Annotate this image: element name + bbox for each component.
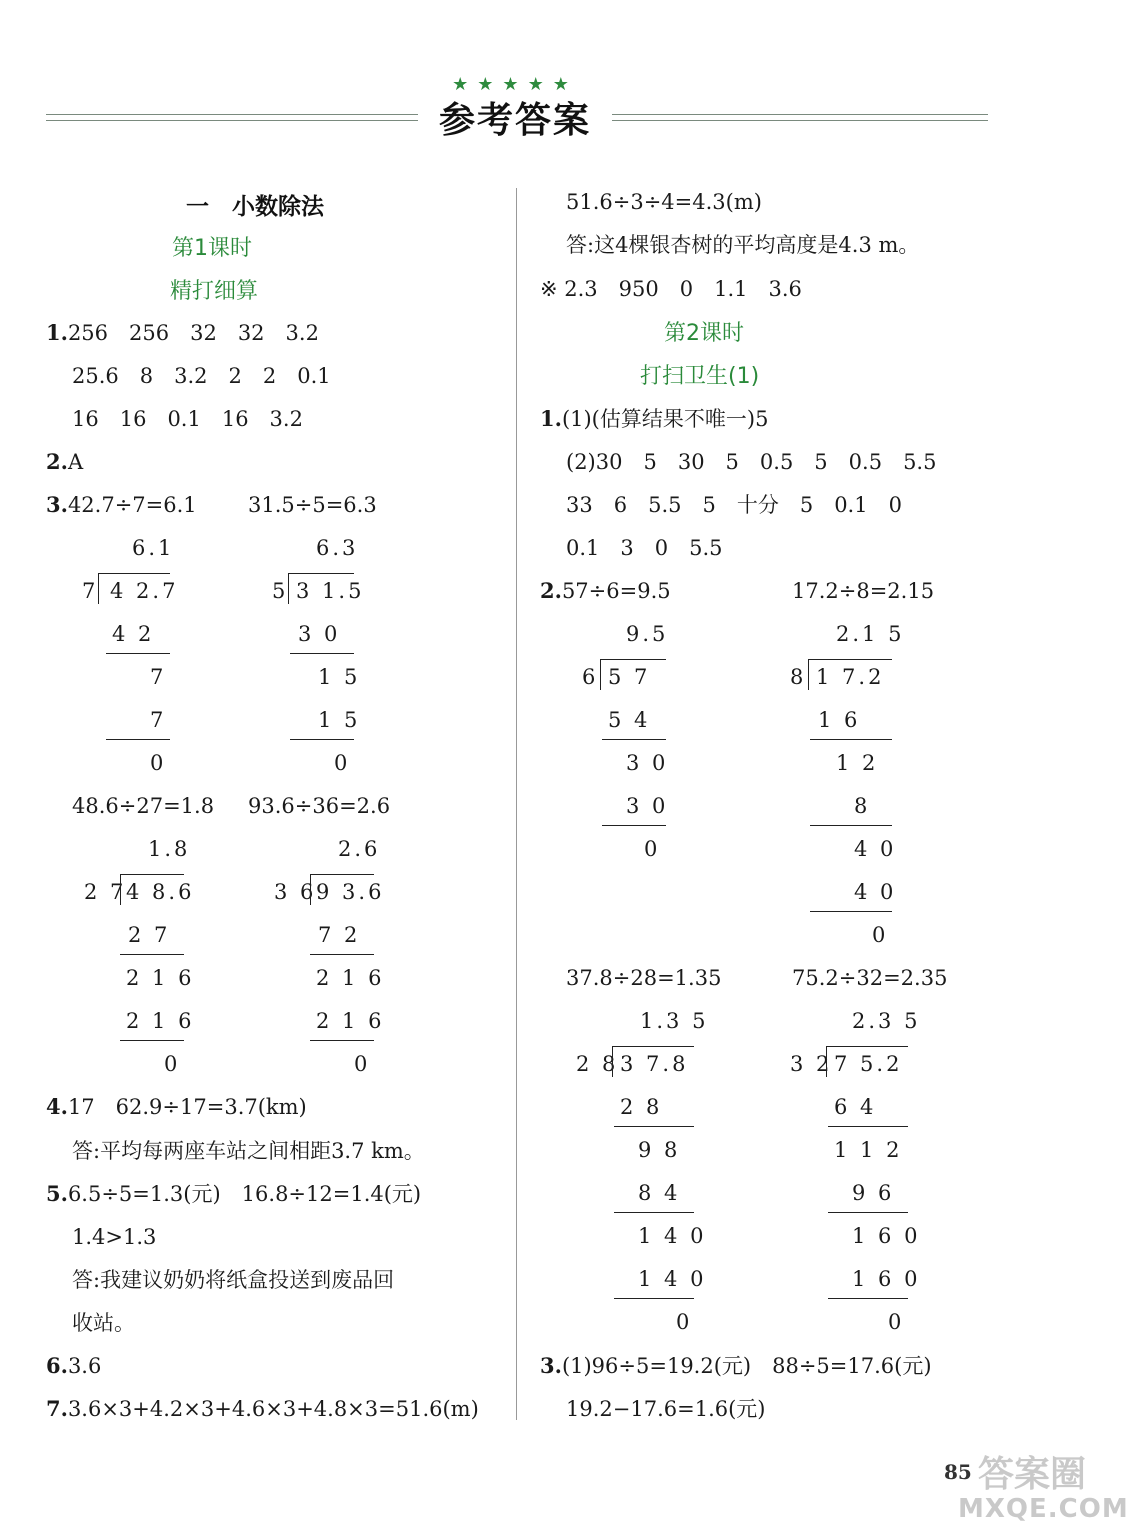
- equation: 17.2÷8=2.15: [792, 579, 935, 603]
- step-rule: [828, 1298, 908, 1299]
- division-bracket: [600, 660, 601, 690]
- answer-line: 33 6 5.5 5 十分 5 0.1 0: [566, 493, 902, 517]
- step: 2 1 6: [316, 1009, 385, 1033]
- division-bar: [826, 1046, 908, 1047]
- quotient: 9.5: [626, 622, 669, 646]
- division-bar: [288, 573, 354, 574]
- watermark-url: MXQE.COM: [958, 1494, 1129, 1524]
- division-bracket: [808, 660, 809, 690]
- section-title-2: 打扫卫生(1): [640, 364, 760, 389]
- equation: 37.8÷28=1.35: [566, 966, 722, 990]
- answer-line: (1)96÷5=19.2(元) 88÷5=17.6(元): [561, 1354, 932, 1378]
- dividend: 7 5.2: [834, 1052, 903, 1076]
- answer-line: A: [67, 450, 84, 474]
- division-bracket: [288, 574, 289, 604]
- step: 8 4: [638, 1181, 681, 1205]
- answer-sentence: 答:我建议奶奶将纸盒投送到废品回: [72, 1268, 395, 1292]
- equation: 48.6÷27=1.8: [72, 794, 215, 818]
- quotient: 6.1: [132, 536, 175, 560]
- header-stars: ★★★★★: [452, 74, 578, 95]
- question-3: [46, 492, 197, 518]
- step-rule: [810, 911, 892, 912]
- question-4: [46, 1094, 307, 1120]
- equation: 93.6÷36=2.6: [248, 794, 391, 818]
- question-3: [540, 1353, 932, 1379]
- quotient: 1.8: [148, 837, 191, 861]
- answer-sentence: 答:这4棵银杏树的平均高度是4.3 m。: [566, 233, 920, 257]
- divisor: 3 6: [274, 880, 317, 904]
- question-7: [46, 1396, 479, 1422]
- answer-line: 256 256 32 32 3.2: [67, 321, 319, 345]
- step: 1 6 0: [852, 1267, 921, 1291]
- question-number: 2.: [540, 578, 562, 603]
- step: 2 1 6: [126, 1009, 195, 1033]
- watermark-logo: 答案圈: [978, 1454, 1087, 1495]
- quotient: 2.6: [338, 837, 381, 861]
- division-bar: [808, 659, 892, 660]
- equation: 42.7÷7=6.1: [67, 493, 197, 517]
- answer-sentence: 收站。: [72, 1311, 135, 1335]
- answer-line: (2)30 5 30 5 0.5 5 0.5 5.5: [566, 450, 937, 474]
- step-rule: [828, 1126, 908, 1127]
- step-rule: [310, 954, 374, 955]
- step: 4 2: [112, 622, 155, 646]
- equation: 75.2÷32=2.35: [792, 966, 948, 990]
- division-bracket: [310, 875, 311, 905]
- dividend: 3 1.5: [296, 579, 365, 603]
- step: 4 0: [854, 837, 897, 861]
- step-rule: [120, 1040, 184, 1041]
- dividend: 5 7: [608, 665, 651, 689]
- question-number: 4.: [46, 1094, 68, 1119]
- answer-sentence: 答:平均每两座车站之间相距3.7 km。: [72, 1139, 425, 1163]
- answer-line: 6.5÷5=1.3(元) 16.8÷12=1.4(元): [67, 1182, 422, 1206]
- step: 2 1 6: [316, 966, 385, 990]
- step: 5 4: [608, 708, 651, 732]
- step-rule: [106, 653, 170, 654]
- answer-line: 0.1 3 0 5.5: [566, 536, 723, 560]
- question-2: [540, 578, 671, 604]
- unit-title: 一 小数除法: [186, 194, 324, 220]
- question-number: 3.: [540, 1353, 562, 1378]
- dividend: 4 8.6: [126, 880, 195, 904]
- step: 1 5: [318, 708, 361, 732]
- answer-line: (1)(估算结果不唯一)5: [561, 407, 769, 431]
- step: 3 0: [626, 751, 669, 775]
- question-1: [540, 406, 768, 432]
- step: 7: [150, 708, 167, 732]
- divisor: 8: [790, 665, 807, 689]
- division-bracket: [826, 1047, 827, 1077]
- step-rule: [310, 1040, 374, 1041]
- division-bar: [612, 1046, 694, 1047]
- remainder: 0: [334, 751, 351, 775]
- quotient: 6.3: [316, 536, 359, 560]
- step-rule: [828, 1212, 908, 1213]
- step-rule: [120, 954, 184, 955]
- question-number: 5.: [46, 1181, 68, 1206]
- step: 7 2: [318, 923, 361, 947]
- step: 1 1 2: [834, 1138, 903, 1162]
- page-title: 参考答案: [438, 100, 591, 141]
- step: 3 0: [298, 622, 341, 646]
- question-number: 3.: [46, 492, 68, 517]
- dividend: 1 7.2: [816, 665, 885, 689]
- question-6: [46, 1353, 101, 1379]
- question-number: 1.: [46, 320, 68, 345]
- answer-line: 17 62.9÷17=3.7(km): [67, 1095, 307, 1119]
- remainder: 0: [150, 751, 167, 775]
- step-rule: [614, 1126, 694, 1127]
- step-rule: [106, 739, 170, 740]
- step-rule: [614, 1298, 694, 1299]
- dividend: 3 7.8: [620, 1052, 689, 1076]
- step: 4 0: [854, 880, 897, 904]
- step-rule: [602, 739, 666, 740]
- step: 9 8: [638, 1138, 681, 1162]
- division-bracket: [120, 875, 121, 905]
- lesson-title-2: 第2课时: [664, 321, 744, 346]
- question-1: [46, 320, 319, 346]
- column-divider: [516, 188, 517, 1420]
- step: 3 0: [626, 794, 669, 818]
- divisor: 3 2: [790, 1052, 833, 1076]
- division-bracket: [612, 1047, 613, 1077]
- step: 6 4: [834, 1095, 877, 1119]
- step-rule: [810, 825, 892, 826]
- page-number: 85: [944, 1460, 972, 1484]
- remainder: 0: [354, 1052, 371, 1076]
- question-number: 7.: [46, 1396, 68, 1421]
- step: 2 7: [128, 923, 171, 947]
- divisor: 2 8: [576, 1052, 619, 1076]
- question-5: [46, 1181, 421, 1207]
- step-rule: [810, 739, 892, 740]
- answer-line: 25.6 8 3.2 2 2 0.1: [72, 364, 331, 388]
- dividend: 9 3.6: [316, 880, 385, 904]
- extra-answer-line: ※ 2.3 950 0 1.1 3.6: [540, 277, 802, 301]
- question-2: [46, 449, 83, 475]
- remainder: 0: [888, 1310, 905, 1334]
- step: 9 6: [852, 1181, 895, 1205]
- question-number: 6.: [46, 1353, 68, 1378]
- step: 2 1 6: [126, 966, 195, 990]
- quotient: 2.1 5: [836, 622, 905, 646]
- remainder: 0: [872, 923, 889, 947]
- step: 1 6: [818, 708, 861, 732]
- step: 7: [150, 665, 167, 689]
- step-rule: [602, 825, 666, 826]
- quotient: 2.3 5: [852, 1009, 921, 1033]
- question-number: 2.: [46, 449, 68, 474]
- lesson-title-1: 第1课时: [172, 236, 252, 261]
- divisor: 2 7: [84, 880, 127, 904]
- division-bracket: [98, 574, 99, 604]
- answer-line: 19.2−17.6=1.6(元): [566, 1397, 766, 1421]
- remainder: 0: [676, 1310, 693, 1334]
- step: 1 4 0: [638, 1267, 707, 1291]
- answer-line: 1.4>1.3: [72, 1225, 157, 1249]
- step: 1 2: [836, 751, 879, 775]
- dividend: 4 2.7: [110, 579, 179, 603]
- step-rule: [290, 739, 354, 740]
- step: 1 6 0: [852, 1224, 921, 1248]
- equation: 31.5÷5=6.3: [248, 493, 377, 517]
- step-rule: [290, 653, 354, 654]
- step: 1 4 0: [638, 1224, 707, 1248]
- division-bar: [120, 874, 184, 875]
- divisor: 5: [272, 579, 289, 603]
- remainder: 0: [644, 837, 661, 861]
- step: 2 8: [620, 1095, 663, 1119]
- division-bar: [310, 874, 374, 875]
- equation: 57÷6=9.5: [561, 579, 671, 603]
- division-bar: [600, 659, 666, 660]
- divisor: 7: [82, 579, 99, 603]
- step: 1 5: [318, 665, 361, 689]
- division-bar: [98, 573, 170, 574]
- answer-line: 3.6×3+4.2×3+4.6×3+4.8×3=51.6(m): [67, 1397, 479, 1421]
- answer-line: 16 16 0.1 16 3.2: [72, 407, 303, 431]
- answer-line: 3.6: [67, 1354, 102, 1378]
- section-title-1: 精打细算: [170, 279, 259, 304]
- step: 8: [854, 794, 871, 818]
- quotient: 1.3 5: [640, 1009, 709, 1033]
- answer-line: 51.6÷3÷4=4.3(m): [566, 190, 762, 214]
- question-number: 1.: [540, 406, 562, 431]
- remainder: 0: [164, 1052, 181, 1076]
- divisor: 6: [582, 665, 599, 689]
- step-rule: [614, 1212, 694, 1213]
